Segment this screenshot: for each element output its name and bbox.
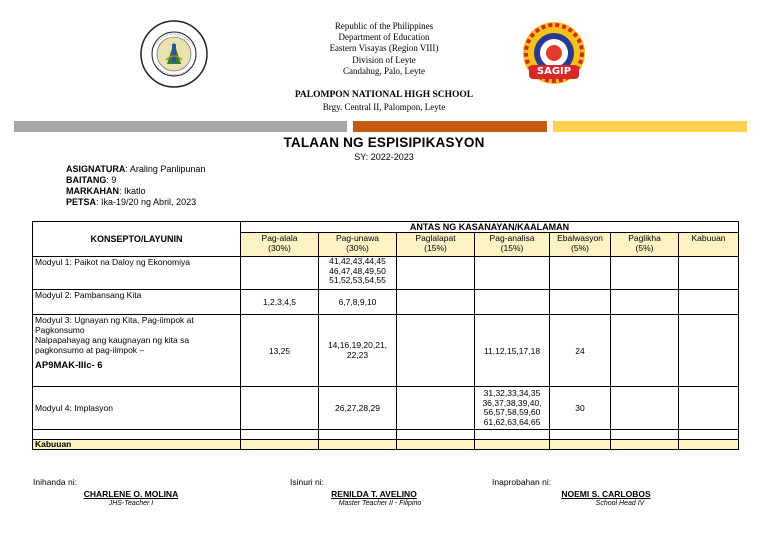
col-header-pag-alala: Pag-alala (30%) — [241, 233, 319, 257]
header-department: Department of Education — [338, 32, 430, 42]
cell — [397, 387, 475, 430]
header-konsepto: KONSEPTO/LAYUNIN — [33, 222, 241, 257]
divider-bar-orange — [353, 121, 547, 132]
cell — [679, 440, 739, 450]
divider-bar-yellow — [553, 121, 747, 132]
cell — [611, 315, 679, 387]
cell — [611, 387, 679, 430]
cell: 13,25 — [241, 315, 319, 387]
specification-table — [32, 221, 739, 450]
row-konsepto: Modyul 4: Implasyon — [33, 387, 241, 430]
signature-name-approved: NOEMI S. CARLOBOS — [561, 489, 651, 499]
cell — [679, 387, 739, 430]
col-header-kabuuan: Kabuuan — [679, 233, 739, 257]
cell: 41,42,43,44,45 46,47,48,49,50 51,52,53,54,55 — [319, 257, 397, 290]
cell — [550, 430, 611, 440]
col-header-paglikha: Paglikha (5%) — [611, 233, 679, 257]
col-header-pag-unawa: Pag-unawa (30%) — [319, 233, 397, 257]
cell — [475, 430, 550, 440]
signature-label-checked: Isinuri ni: — [290, 477, 325, 487]
cell: 14,16,19,20,21, 22,23 — [319, 315, 397, 387]
cell — [611, 290, 679, 315]
row-konsepto — [33, 430, 241, 440]
school-address: Brgy. Central II, Palompon, Leyte — [322, 102, 446, 112]
cell — [550, 440, 611, 450]
cell — [611, 257, 679, 290]
cell — [679, 257, 739, 290]
header-republic: Republic of the Philippines — [334, 21, 434, 31]
table-row — [33, 257, 739, 290]
cell — [475, 257, 550, 290]
cell — [397, 440, 475, 450]
header-region: Eastern Visayas (Region VIII) — [329, 43, 439, 53]
signature-name-prepared: CHARLENE O. MOLINA — [83, 489, 179, 499]
table-row — [33, 387, 739, 430]
meta-asignatura: ASIGNATURA: Araling Panlipunan — [66, 164, 206, 174]
cell — [397, 290, 475, 315]
cell — [397, 315, 475, 387]
cell — [241, 440, 319, 450]
table-total-row — [33, 440, 739, 450]
cell — [679, 315, 739, 387]
cell — [319, 430, 397, 440]
row-konsepto-text: Modyul 3: Ugnayan ng Kita, Pag-iimpok at Pagkonsumo Naipapahayag ang kaugnayan ng kita sa pagkonsumo at pag-iimpok – — [35, 315, 194, 355]
cell — [241, 430, 319, 440]
signature-role-approved: School Head IV — [595, 500, 645, 507]
meta-markahan: MARKAHAN: Ikatlo — [66, 186, 146, 196]
cell — [319, 440, 397, 450]
cell — [475, 440, 550, 450]
col-header-paglalapat: Paglalapat (15%) — [397, 233, 475, 257]
cell — [475, 290, 550, 315]
header-division: Division of Leyte — [352, 55, 416, 65]
cell — [241, 387, 319, 430]
signature-label-approved: Inaprobahan ni: — [492, 477, 552, 487]
cell — [611, 430, 679, 440]
table-row — [33, 290, 739, 315]
header-antas: ANTAS NG KASANAYAN/KAALAMAN — [241, 222, 739, 233]
cell: 31,32,33,34,35 36,37,38,39,40, 56,57,58,59,60 61,62,63,64,65 — [475, 387, 550, 430]
cell: 26,27,28,29 — [319, 387, 397, 430]
col-header-ebalwasyon: Ebalwasyon (5%) — [550, 233, 611, 257]
meta-petsa: PETSA: Ika-19/20 ng Abril, 2023 — [66, 197, 197, 207]
cell: 30 — [550, 387, 611, 430]
cell — [611, 440, 679, 450]
row-konsepto: Modyul 1: Paikot na Daloy ng Ekonomiya — [33, 257, 241, 290]
row-konsepto: Modyul 2: Pambansang Kita — [33, 290, 241, 315]
cell — [397, 430, 475, 440]
competency-code: AP9MAK-IIIc- 6 — [35, 360, 103, 371]
cell: 1,2,3,4,5 — [241, 290, 319, 315]
cell — [679, 290, 739, 315]
col-header-pag-analisa: Pag-analisa (15%) — [475, 233, 550, 257]
cell — [241, 257, 319, 290]
meta-baitang: BAITANG: 9 — [66, 175, 117, 185]
signature-label-prepared: Inihanda ni: — [33, 477, 77, 487]
cell: 24 — [550, 315, 611, 387]
school-name: PALOMPON NATIONAL HIGH SCHOOL — [294, 90, 474, 100]
row-konsepto — [33, 315, 241, 387]
cell: 6,7,8,9,10 — [319, 290, 397, 315]
page-title: TALAAN NG ESPISIPIKASYON — [283, 135, 485, 150]
cell: 11,12,15,17,18 — [475, 315, 550, 387]
table-row — [33, 315, 739, 387]
signature-name-checked: RENILDA T. AVELINO — [331, 489, 417, 499]
cell — [397, 257, 475, 290]
divider-bar-gray — [14, 121, 347, 132]
signature-role-prepared: JHS-Teacher I — [108, 500, 154, 507]
school-year: SY: 2022-2023 — [354, 152, 414, 162]
cell — [550, 290, 611, 315]
total-label: Kabuuan — [33, 440, 241, 450]
sagip-logo-text: SAGIP — [536, 66, 572, 77]
cell — [550, 257, 611, 290]
signature-role-checked: Master Teacher II - Filipino — [338, 500, 422, 507]
cell — [679, 430, 739, 440]
header-location: Candahug, Palo, Leyte — [343, 66, 425, 76]
table-row — [33, 430, 739, 440]
